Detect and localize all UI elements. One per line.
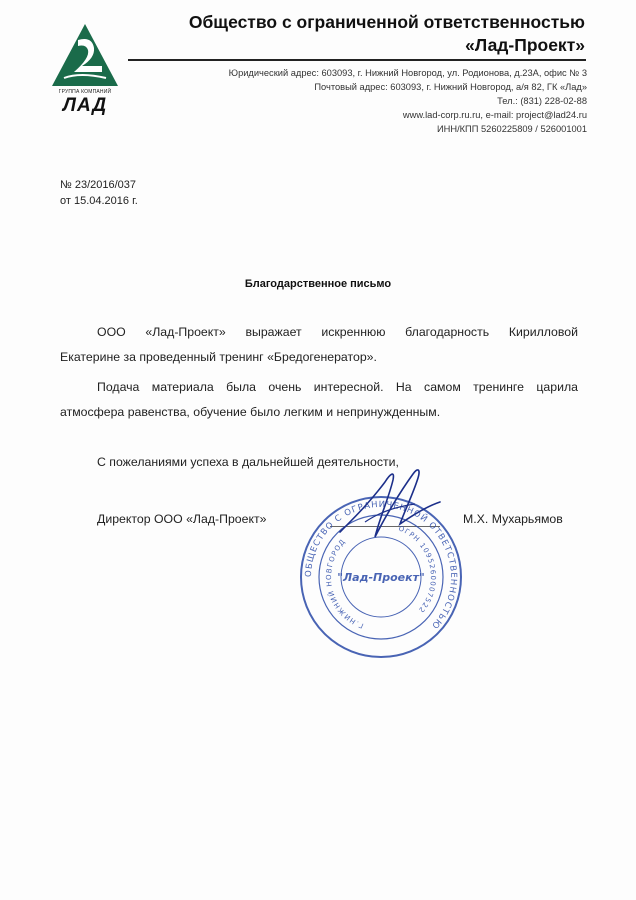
company-name-line2: «Лад-Проект» bbox=[465, 35, 585, 55]
stamp-city-text: Г.НИЖНИЙ НОВГОРОД bbox=[325, 537, 365, 630]
web-email: www.lad-corp.ru.ru, e-mail: project@lad24.ru bbox=[402, 110, 587, 120]
paragraph-2-line-2: атмосфера равенства, обучение было легким и непринужденным. bbox=[60, 405, 441, 419]
phone: Тел.: (831) 228-02-88 bbox=[497, 96, 587, 106]
header-divider bbox=[128, 59, 586, 61]
signatory-name: М.Х. Мухарьямов bbox=[463, 512, 563, 526]
paragraph-1 bbox=[60, 320, 578, 370]
logo-name: ЛАД bbox=[62, 95, 108, 116]
stamp-center-text: "Лад-Проект" bbox=[337, 571, 425, 584]
stamp-ogrn-text: ОГРН 1095260007522 bbox=[397, 524, 438, 615]
stamp-outer-text: ОБЩЕСТВО С ОГРАНИЧЕННОЙ ОТВЕТСТВЕННОСТЬЮ bbox=[303, 499, 459, 631]
inn-kpp: ИНН/КПП 5260225809 / 526001001 bbox=[436, 124, 587, 134]
paragraph-2 bbox=[60, 375, 578, 425]
paragraph-1-line-1: ООО «Лад-Проект» выражает искреннюю благодарность Кирилловой bbox=[97, 325, 578, 339]
logo-group-text: ГРУППА КОМПАНИЙ bbox=[58, 89, 112, 95]
signature bbox=[335, 462, 445, 552]
company-logo bbox=[50, 22, 120, 117]
closing-wishes: С пожеланиями успеха в дальнейшей деятельности, bbox=[97, 455, 399, 469]
document-number: № 23/2016/037 bbox=[60, 179, 137, 191]
paragraph-1-line-2: Екатерине за проведенный тренинг «Бредогенератор». bbox=[60, 350, 377, 364]
company-name-line1: Общество с ограниченной ответственностью bbox=[188, 12, 585, 32]
paragraph-2-line-1: Подача материала была очень интересной. На самом тренинге царила bbox=[97, 380, 578, 394]
lad-triangle-logo-icon bbox=[50, 22, 120, 88]
legal-address: Юридический адрес: 603093, г. Нижний Новгород, ул. Родионова, д.23А, офис № 3 bbox=[228, 68, 587, 78]
signatory-title: Директор ООО «Лад-Проект» bbox=[97, 512, 267, 526]
document-date: от 15.04.2016 г. bbox=[60, 195, 138, 207]
letter-title: Благодарственное письмо bbox=[244, 278, 392, 290]
postal-address: Почтовый адрес: 603093, г. Нижний Новгород, а/я 82, ГК «Лад» bbox=[314, 82, 587, 92]
